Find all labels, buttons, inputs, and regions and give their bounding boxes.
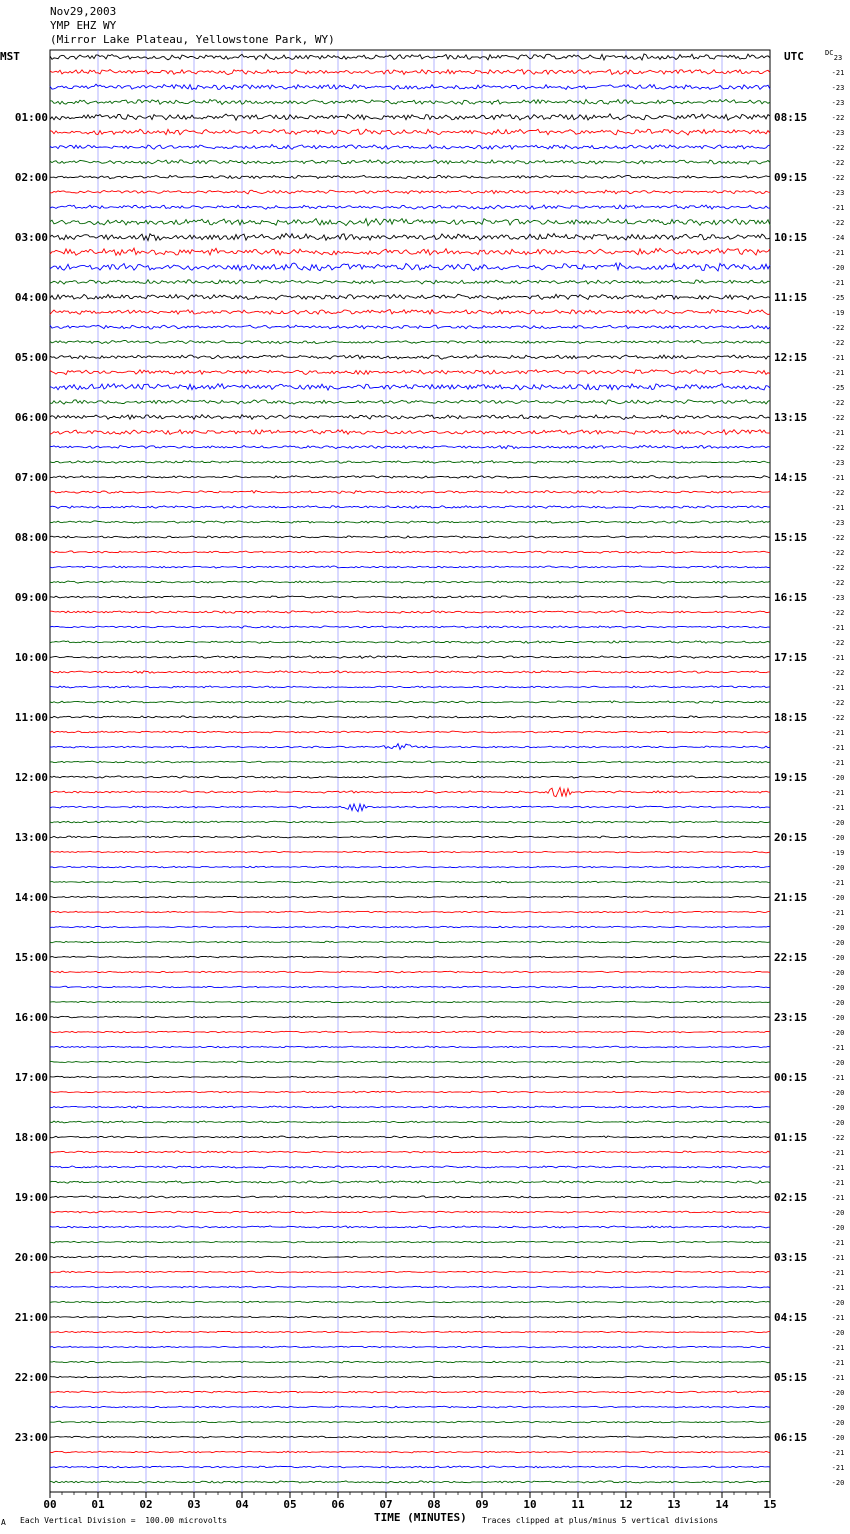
station-code: YMP EHZ WY [50,19,117,32]
dc-offset-label: -23 [831,129,845,137]
trace-line [50,461,770,464]
trace-line [50,1301,770,1303]
dc-offset-label: -25 [831,294,845,302]
dc-offset-label: -21 [831,1284,845,1292]
right-time-label: 04:15 [774,1311,808,1324]
trace-line [50,280,770,284]
right-time-label: 00:15 [774,1071,808,1084]
dc-offset-label: -22 [831,324,845,332]
trace-line [50,1481,770,1483]
dc-offset-label: -21 [831,1164,845,1172]
right-time-label: 05:15 [774,1371,808,1384]
trace-line [50,1076,770,1078]
left-time-label: 06:00 [14,411,48,424]
left-time-label: 22:00 [14,1371,48,1384]
right-time-label: 13:15 [774,411,808,424]
trace-line [50,370,770,375]
dc-offset-label: -21 [831,1359,845,1367]
left-time-label: 21:00 [14,1311,48,1324]
dc-offset-label: -20 [831,954,845,962]
left-axis-label: MST [0,50,20,63]
left-time-label: 03:00 [14,231,48,244]
trace-line [50,145,770,150]
dc-offset-label: -20 [831,1434,845,1442]
dc-offset-label: -21 [831,1044,845,1052]
trace-line [50,1391,770,1393]
trace-line [50,1256,770,1258]
dc-offset-label: -20 [831,834,845,842]
trace-line [50,521,770,523]
dc-offset-label: -21 [831,1269,845,1277]
trace-line [50,986,770,988]
dc-offset-label: -20 [831,1059,845,1067]
dc-label: DC [825,49,834,57]
dc-offset-label: -21 [831,1179,845,1187]
trace-line [50,761,770,763]
dc-offset-label: -20 [831,819,845,827]
dc-offset-label: -21 [831,909,845,917]
left-time-label: 01:00 [14,111,48,124]
right-time-label: 20:15 [774,831,808,844]
trace-line [50,1436,770,1438]
dc-offset-label: -20 [831,1404,845,1412]
station-location: (Mirror Lake Plateau, Yellowstone Park, WY) [50,33,335,46]
dc-offset-label: -21 [831,474,845,482]
trace-line [50,881,770,883]
trace-line [50,1211,770,1213]
right-time-label: 10:15 [774,231,808,244]
dc-offset-label: -21 [831,1194,845,1202]
dc-offset-label: -20 [831,1479,845,1487]
x-tick-label: 05 [283,1498,297,1511]
trace-line [50,114,770,120]
dc-offset-label: -21 [831,759,845,767]
left-time-label: 17:00 [14,1071,48,1084]
dc-offset-label: -20 [831,774,845,782]
dc-offset-label: -23 [831,189,845,197]
dc-offset-label: -23 [831,594,845,602]
trace-line [50,626,770,628]
trace-line [50,1151,770,1153]
trace-line [50,1346,770,1348]
trace-line [50,160,770,164]
dc-offset-label: -21 [831,789,845,797]
dc-offset-label: -22 [831,1134,845,1142]
right-axis-label: UTC [784,50,804,63]
dc-offset-label: -20 [831,1224,845,1232]
right-time-label: 01:15 [774,1131,808,1144]
dc-offset-label: -21 [831,1149,845,1157]
trace-line [50,1331,770,1333]
trace-line [50,744,770,750]
chart-date: Nov29,2003 [50,5,117,18]
trace-line [50,506,770,509]
trace-line [50,1181,770,1183]
dc-offset-label: -21 [831,69,845,77]
trace-line [50,341,770,344]
dc-offset-label: -19 [831,309,845,317]
trace-line [50,69,770,74]
right-time-label: 16:15 [774,591,808,604]
trace-line [50,836,770,838]
dc-offset-label: -21 [831,354,845,362]
dc-offset-label: -20 [831,1014,845,1022]
dc-offset-label: -20 [831,1104,845,1112]
trace-line [50,233,770,240]
trace-line [50,263,770,271]
trace-line [50,175,770,178]
trace-line [50,1241,770,1243]
trace-line [50,1091,770,1093]
left-time-label: 20:00 [14,1251,48,1264]
trace-line [50,84,770,89]
dc-offset-label: -23 [831,99,845,107]
dc-offset-label: -22 [831,609,845,617]
trace-line [50,1061,770,1063]
dc-offset-label: -20 [831,264,845,272]
trace-line [50,1121,770,1123]
trace-line [50,325,770,329]
left-time-label: 19:00 [14,1191,48,1204]
right-time-label: 15:15 [774,531,808,544]
trace-line [50,430,770,435]
trace-line [50,581,770,583]
dc-offset-label: -21 [831,1239,845,1247]
dc-offset-label: -20 [831,1119,845,1127]
dc-offset-label: -22 [831,489,845,497]
x-tick-label: 13 [667,1498,681,1511]
dc-offset-label: -19 [831,849,845,857]
dc-offset-label: -21 [831,1344,845,1352]
dc-offset-label: -21 [831,804,845,812]
right-time-label: 14:15 [774,471,808,484]
trace-line [50,1286,770,1288]
trace-line [50,248,770,255]
trace-line [50,788,770,797]
trace-line [50,1421,770,1423]
x-tick-label: 03 [187,1498,201,1511]
right-time-label: 23:15 [774,1011,808,1024]
trace-line [50,1376,770,1378]
trace-line [50,1226,770,1228]
left-time-label: 02:00 [14,171,48,184]
trace-line [50,536,770,538]
dc-offset-label: -20 [831,1089,845,1097]
trace-line [50,1451,770,1453]
x-tick-label: 15 [763,1498,777,1511]
dc-offset-label: -21 [831,684,845,692]
dc-offset-label: -21 [831,429,845,437]
trace-line [50,445,770,448]
trace-line [50,686,770,688]
dc-offset-label: -20 [831,939,845,947]
trace-line [50,656,770,659]
scale-note: Each Vertical Division = 100.00 microvolts [20,1516,228,1525]
dc-offset-label: -21 [831,249,845,257]
trace-line [50,415,770,420]
dc-offset-label: -21 [831,1074,845,1082]
dc-offset-label: -21 [831,654,845,662]
trace-line [50,911,770,913]
left-time-label: 16:00 [14,1011,48,1024]
dc-offset-label: -23 [831,459,845,467]
right-time-label: 11:15 [774,291,808,304]
trace-line [50,400,770,404]
dc-offset-label: -24 [831,234,845,242]
dc-offset-label: -22 [831,714,845,722]
trace-line [50,310,770,315]
x-tick-label: 01 [91,1498,105,1511]
trace-line [50,956,770,958]
dc-offset-label: -22 [831,699,845,707]
trace-line [50,1466,770,1468]
right-time-label: 09:15 [774,171,808,184]
dc-offset-label: -20 [831,924,845,932]
dc-offset-label: -20 [831,894,845,902]
trace-line [50,294,770,299]
trace-line [50,1406,770,1408]
right-time-label: 17:15 [774,651,808,664]
dc-offset-label: -21 [831,1314,845,1322]
left-time-label: 23:00 [14,1431,48,1444]
x-tick-label: 10 [523,1498,537,1511]
right-time-label: 02:15 [774,1191,808,1204]
trace-line [50,491,770,494]
trace-line [50,190,770,194]
dc-offset-label: -22 [831,114,845,122]
dc-offset-label: -20 [831,1389,845,1397]
right-time-label: 12:15 [774,351,808,364]
dc-offset-label: -22 [831,414,845,422]
trace-line [50,821,770,823]
dc-offset-label: -20 [831,999,845,1007]
dc-offset-label: -22 [831,639,845,647]
footer-mark: A [1,1518,6,1527]
trace-line [50,611,770,613]
dc-offset-label: -22 [831,144,845,152]
trace-line [50,1196,770,1198]
right-time-label: 06:15 [774,1431,808,1444]
trace-line [50,1316,770,1318]
left-time-label: 04:00 [14,291,48,304]
trace-line [50,551,770,553]
dc-offset-label: -21 [831,369,845,377]
x-tick-label: 00 [43,1498,57,1511]
trace-line [50,1166,770,1168]
dc-offset-label: -22 [831,399,845,407]
dc-offset-label: -21 [831,204,845,212]
left-time-label: 07:00 [14,471,48,484]
x-tick-label: 04 [235,1498,249,1511]
trace-line [50,1106,770,1108]
dc-offset-label: -22 [831,534,845,542]
trace-line [50,219,770,226]
dc-offset-label: -22 [831,339,845,347]
trace-line [50,1016,770,1018]
dc-offset-label: 23 [833,54,843,62]
trace-line [50,971,770,973]
trace-line [50,804,770,812]
dc-offset-label: -22 [831,444,845,452]
trace-line [50,776,770,778]
dc-offset-label: -20 [831,1329,845,1337]
dc-offset-label: -21 [831,504,845,512]
trace-line [50,941,770,943]
right-time-label: 08:15 [774,111,808,124]
right-time-label: 03:15 [774,1251,808,1264]
dc-offset-label: -23 [831,84,845,92]
left-time-label: 10:00 [14,651,48,664]
trace-line [50,896,770,898]
dc-offset-label: -21 [831,1449,845,1457]
dc-offset-label: -22 [831,549,845,557]
dc-offset-label: -20 [831,984,845,992]
dc-offset-label: -21 [831,1254,845,1262]
dc-offset-label: -22 [831,564,845,572]
right-time-label: 21:15 [774,891,808,904]
left-time-label: 18:00 [14,1131,48,1144]
dc-offset-label: -21 [831,729,845,737]
trace-line [50,1136,770,1138]
x-tick-label: 12 [619,1498,633,1511]
trace-line [50,596,770,598]
right-time-label: 19:15 [774,771,808,784]
left-time-label: 15:00 [14,951,48,964]
clip-note: Traces clipped at plus/minus 5 vertical divisions [482,1516,719,1525]
dc-offset-label: -21 [831,279,845,287]
plot-frame [50,50,770,1492]
right-time-label: 22:15 [774,951,808,964]
dc-offset-label: -21 [831,1464,845,1472]
dc-offset-label: -20 [831,969,845,977]
trace-line [50,99,770,104]
dc-offset-label: -22 [831,669,845,677]
x-tick-label: 14 [715,1498,729,1511]
x-tick-label: 02 [139,1498,153,1511]
left-time-label: 14:00 [14,891,48,904]
dc-offset-label: -23 [831,519,845,527]
dc-offset-label: -22 [831,219,845,227]
dc-offset-label: -21 [831,624,845,632]
trace-line [50,701,770,703]
left-time-label: 05:00 [14,351,48,364]
trace-line [50,641,770,643]
trace-line [50,384,770,390]
trace-line [50,926,770,928]
trace-line [50,355,770,359]
dc-offset-label: -22 [831,579,845,587]
left-time-label: 12:00 [14,771,48,784]
left-time-label: 13:00 [14,831,48,844]
trace-line [50,866,770,868]
dc-offset-label: -21 [831,879,845,887]
dc-offset-label: -21 [831,744,845,752]
x-tick-label: 09 [475,1498,489,1511]
trace-line [50,205,770,209]
trace-line [50,566,770,568]
trace-line [50,731,770,733]
trace-line [50,476,770,479]
trace-line [50,671,770,673]
left-time-label: 11:00 [14,711,48,724]
trace-line [50,1361,770,1363]
dc-offset-label: -20 [831,1299,845,1307]
trace-line [50,54,770,60]
dc-offset-label: -22 [831,159,845,167]
dc-offset-label: -20 [831,864,845,872]
trace-line [50,129,770,135]
x-tick-label: 07 [379,1498,393,1511]
trace-line [50,1031,770,1033]
trace-line [50,1001,770,1003]
trace-line [50,716,770,718]
x-axis-title: TIME (MINUTES) [374,1511,467,1524]
dc-offset-label: -25 [831,384,845,392]
x-tick-label: 08 [427,1498,441,1511]
trace-line [50,851,770,853]
left-time-label: 09:00 [14,591,48,604]
left-time-label: 08:00 [14,531,48,544]
x-tick-label: 06 [331,1498,345,1511]
dc-offset-label: -22 [831,174,845,182]
x-tick-label: 11 [571,1498,585,1511]
trace-line [50,1046,770,1048]
dc-offset-label: -20 [831,1209,845,1217]
trace-line [50,1271,770,1273]
dc-offset-label: -20 [831,1029,845,1037]
dc-offset-label: -20 [831,1419,845,1427]
dc-offset-label: -21 [831,1374,845,1382]
right-time-label: 18:15 [774,711,808,724]
